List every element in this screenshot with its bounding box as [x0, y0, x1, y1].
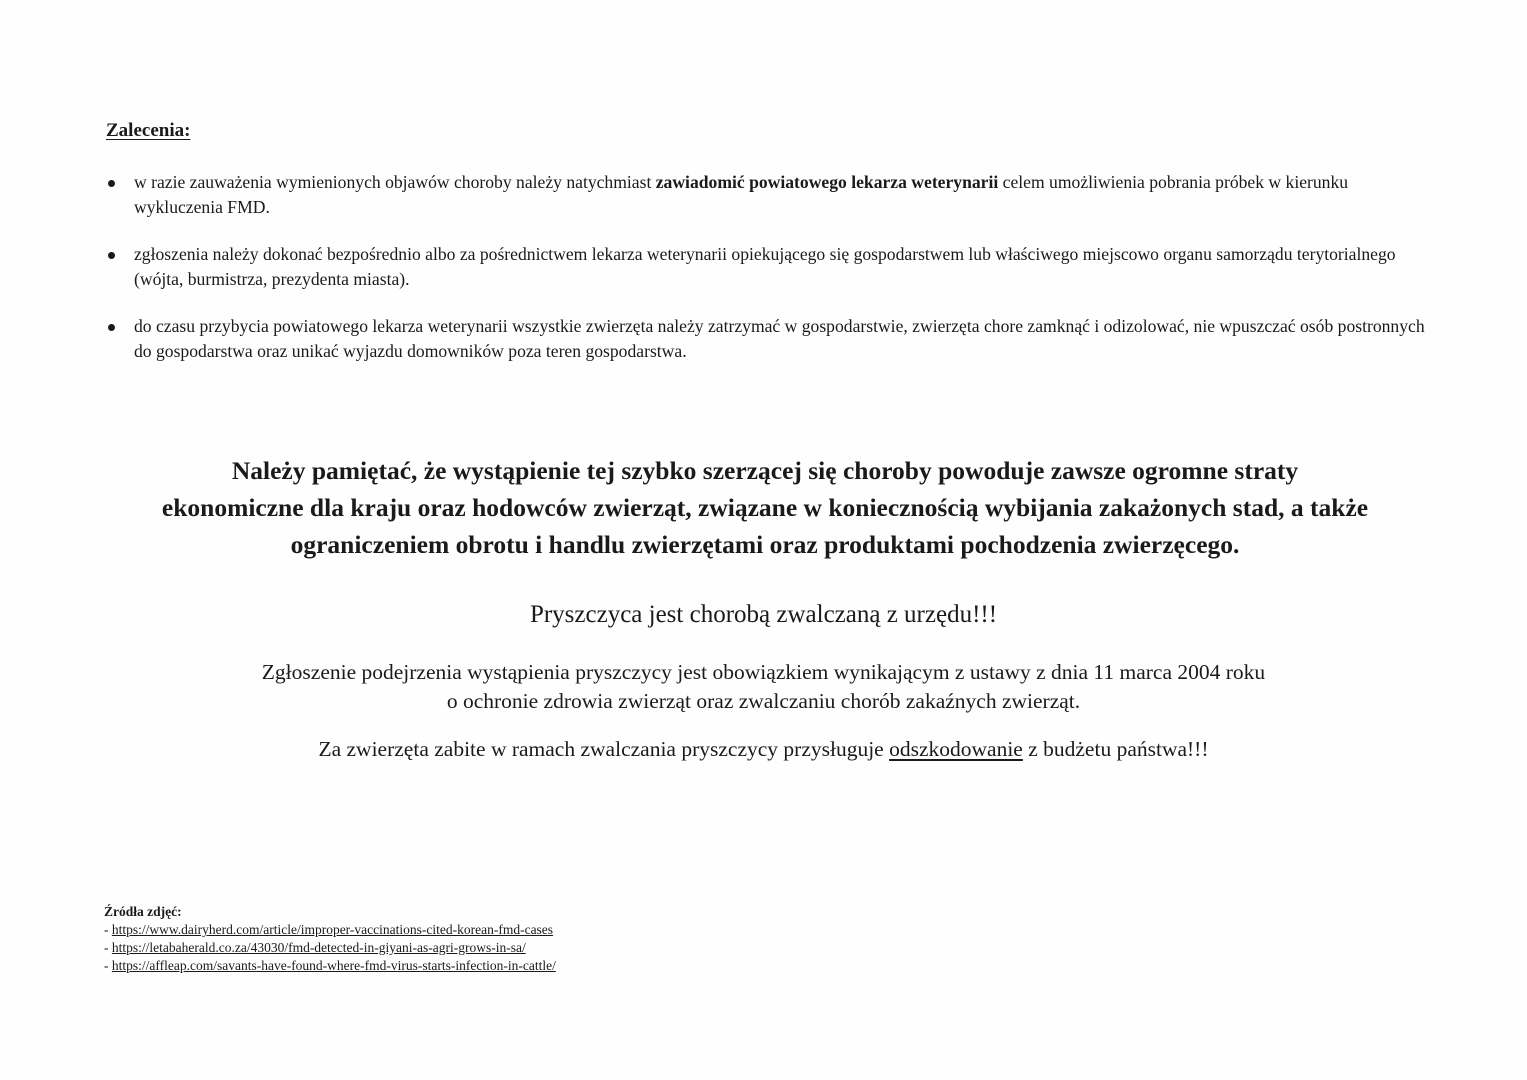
source-row — [104, 939, 556, 957]
bullet-text: zgłoszenia należy dokonać bezpośrednio albo za pośrednictwem lekarza weterynarii opiekującego się gospodarstwem lub właściwego miejscowo organu samorządu terytorialnego (wójta, burmistrza, prezydenta miasta). — [134, 244, 1396, 289]
compensation-underlined: odszkodowanie — [889, 737, 1023, 761]
source-link[interactable]: https://affleap.com/savants-have-found-where-fmd-virus-starts-infection-in-cattle/ — [111, 958, 556, 973]
sources-title: Źródła zdjęć: — [104, 904, 182, 919]
source-prefix: - — [104, 958, 112, 973]
recommendations-heading: Zalecenia: — [106, 120, 191, 141]
list-item — [106, 314, 1426, 364]
law-paragraph — [0, 658, 1527, 716]
source-row — [104, 957, 556, 975]
source-prefix: - — [104, 940, 112, 955]
law-line: Zgłoszenie podejrzenia wystąpienia pryszczycy jest obowiązkiem wynikającym z ustawy z dnia 11 marca 2004 roku — [261, 660, 1266, 684]
warning-paragraph — [90, 452, 1440, 563]
bullet-dot-icon — [108, 180, 115, 187]
recommendations-list — [106, 170, 1426, 386]
bullet-text: w razie zauważenia wymienionych objawów choroby należy natychmiast — [134, 172, 656, 192]
source-link[interactable]: https://letabaherald.co.za/43030/fmd-detected-in-giyani-as-agri-grows-in-sa/ — [111, 940, 526, 955]
bullet-dot-icon — [108, 252, 115, 259]
bullet-dot-icon — [108, 324, 115, 331]
bullet-bold-text: zawiadomić powiatowego lekarza weterynarii — [655, 172, 999, 192]
photo-sources — [104, 903, 556, 975]
source-prefix: - — [104, 922, 112, 937]
bullet-text: do czasu przybycia powiatowego lekarza weterynarii wszystkie zwierzęta należy zatrzymać w gospodarstwie, zwierzęta chore zamknąć i odizolować, nie wpuszczać osób postronnych do gospodarstwa oraz unikać wyjazdu domowników poza teren gospodarstwa. — [134, 316, 1425, 361]
list-item — [106, 170, 1426, 220]
compensation-text — [0, 737, 1527, 762]
bullet-text-end: celem umożliwienia pobrania próbek w kierunku wykluczenia FMD. — [134, 172, 1349, 217]
warning-line: Należy pamiętać, że wystąpienie tej szybko szerzącej się choroby powoduje zawsze ogromne straty — [231, 456, 1299, 485]
warning-line: ekonomiczne dla kraju oraz hodowców zwierząt, związane w koniecznością wybijania zakażonych stad, a także — [161, 493, 1369, 522]
source-row — [104, 921, 556, 939]
compensation-start: Za zwierzęta zabite w ramach zwalczania pryszczycy przysługuje — [318, 737, 890, 761]
notice-text: Pryszczyca jest chorobą zwalczaną z urzędu!!! — [529, 601, 998, 628]
list-item — [106, 242, 1426, 292]
source-link[interactable]: https://www.dairyherd.com/article/improper-vaccinations-cited-korean-fmd-cases — [111, 922, 554, 937]
warning-line: ograniczeniem obrotu i handlu zwierzętami oraz produktami pochodzenia zwierzęcego. — [290, 530, 1240, 559]
compensation-end: z budżetu państwa!!! — [1022, 737, 1209, 761]
law-line: o ochronie zdrowia zwierząt oraz zwalczaniu chorób zakaźnych zwierząt. — [446, 689, 1081, 713]
